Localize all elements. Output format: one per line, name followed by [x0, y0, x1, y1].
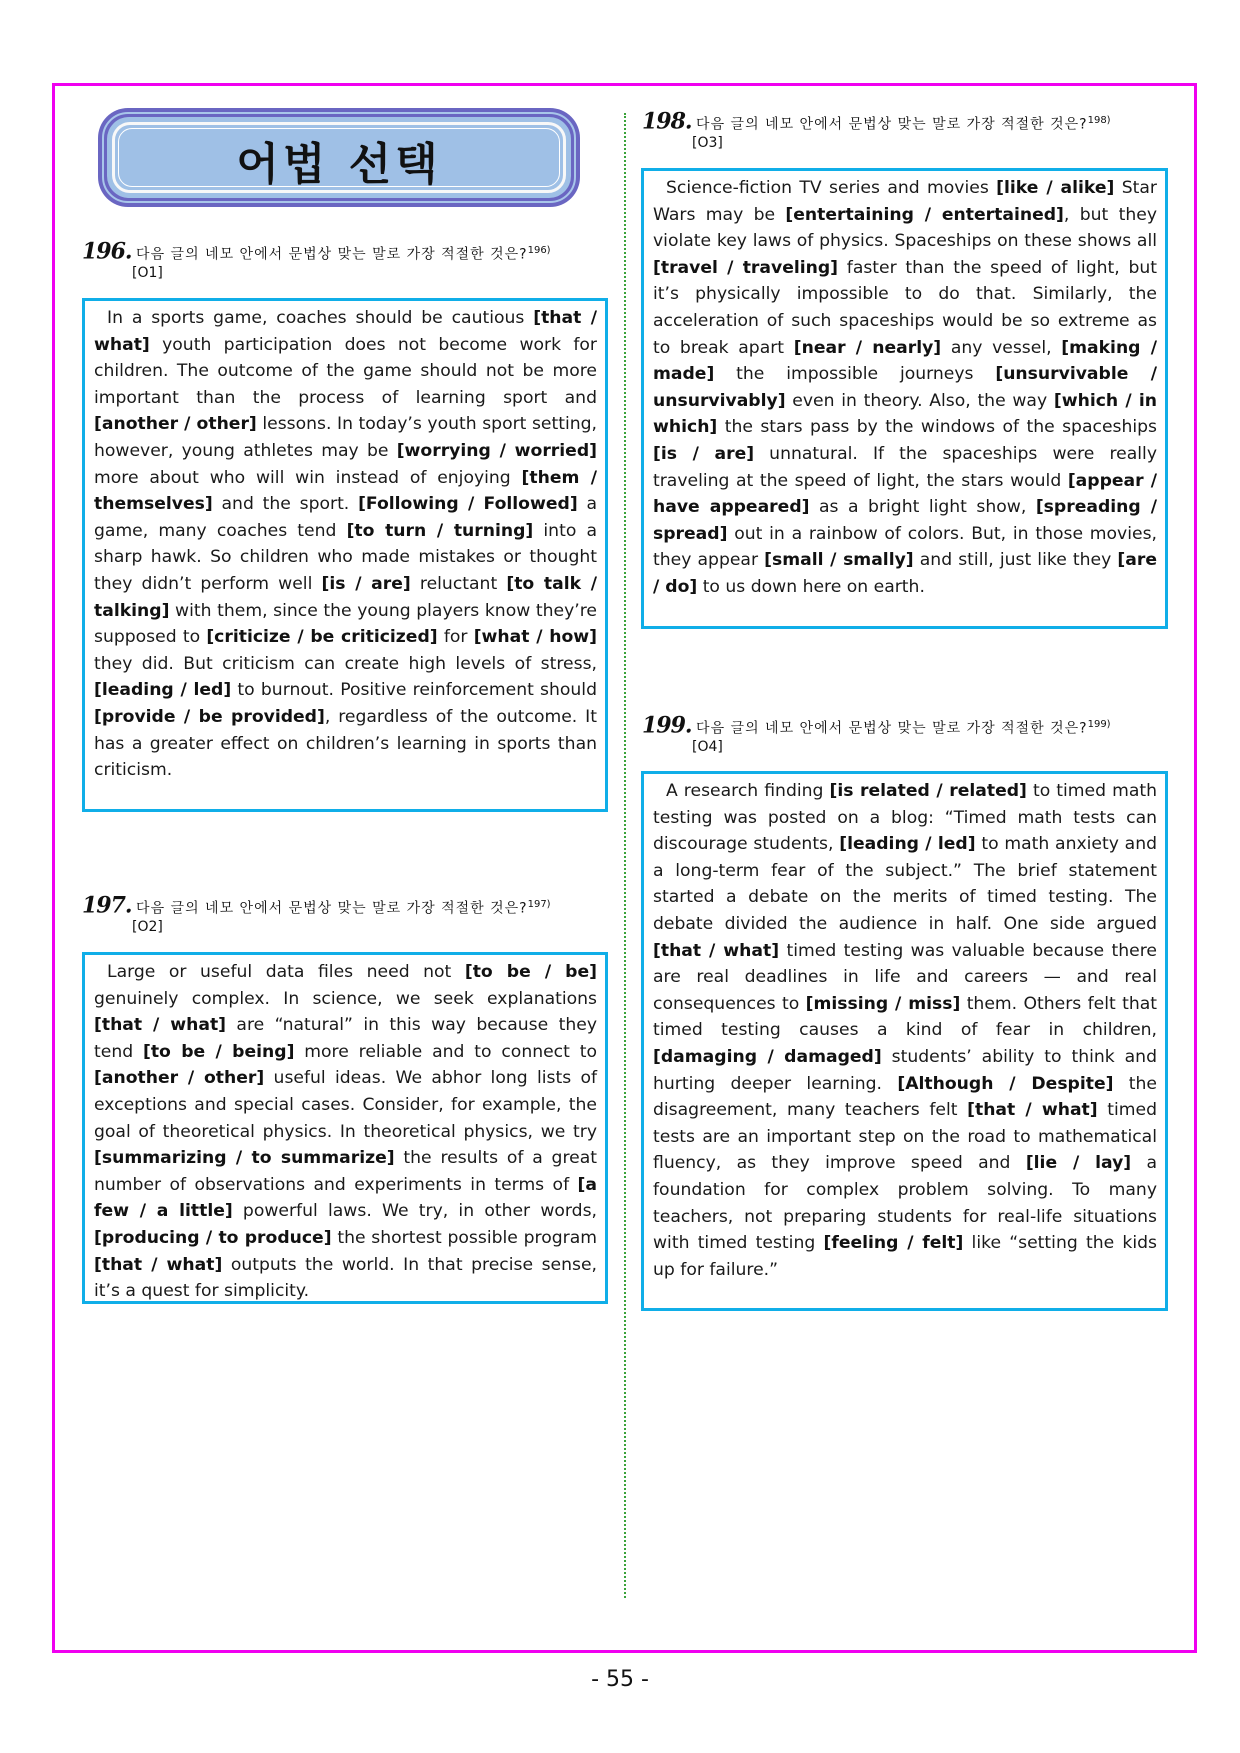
grammar-choice: [which / in which] [653, 390, 1157, 438]
grammar-choice: [another / other] [94, 1068, 265, 1089]
passage-box-199 [641, 771, 1168, 1311]
grammar-choice: [that / what] [653, 940, 780, 961]
grammar-choice: [summarizing / to summarize] [94, 1148, 395, 1169]
grammar-choice: [another / other] [94, 414, 257, 435]
grammar-choice: [making / made] [653, 337, 1157, 385]
footnote-marker: 197) [527, 899, 551, 910]
grammar-choice: [appear / have appeared] [653, 470, 1157, 518]
grammar-choice: [are / do] [653, 550, 1157, 597]
grammar-choice: [to be / being] [142, 1041, 295, 1062]
grammar-choice: [unsurvivable / unsurvivably] [653, 364, 1158, 411]
grammar-choice: [Although / Despite] [897, 1073, 1114, 1094]
question-prompt: 다음 글의 네모 안에서 문법상 맞는 말로 가장 적절한 것은? [696, 116, 1088, 133]
grammar-choice: [what / how] [473, 627, 598, 648]
question-number: 196. [82, 238, 132, 265]
question-prompt: 다음 글의 네모 안에서 문법상 맞는 말로 가장 적절한 것은? [136, 900, 528, 917]
question-heading-198 [642, 108, 1111, 152]
grammar-choice: [is related / related] [829, 781, 1027, 801]
question-heading-196 [82, 238, 551, 282]
footnote-marker: 198) [1087, 115, 1111, 126]
passage-text: Science-fiction TV series and movies [like / alike] Star Wars may be [entertaining / entertained], but they violate key laws of physics. Spaceships on these shows all [travel / traveling] faster than the speed of light, but it’s physically impossible to do that. Similarly, the acceleration of such spaceships would be so extreme as to break apart [near / nearly] any vessel, [making / made] the impossible journeys [unsurvivable / unsurvivably] even in theory. Also, the way [which / in which] the stars pass by the windows of the spaceships [is / are] unnatural. If the spaceships were really traveling at the speed of light, the stars would [appear / have appeared] as a bright light show, [spreading / spread] out in a rainbow of colors. But, in those movies, they appear [small / smally] and still, just like they [are / do] to us down here on earth. [653, 178, 1158, 597]
grammar-choice: [travel / traveling] [653, 257, 839, 278]
footnote-marker: 199) [1087, 719, 1111, 730]
grammar-choice: [that / what] [967, 1100, 1098, 1121]
grammar-choice: [entertaining / entertained] [785, 204, 1064, 225]
question-prompt: 다음 글의 네모 안에서 문법상 맞는 말로 가장 적절한 것은? [696, 720, 1088, 737]
passage-text: In a sports game, coaches should be cautious [that / what] youth participation does not become work for children. The outcome of the game should not be more important than the process of learning sport and [another / other] lessons. In today’s youth sport setting, however, young athletes may be [worrying / worried] more about who will win instead of enjoying [them / themselves] and the sport. [Following / Followed] a game, many coaches tend [to turn / turning] into a sharp hawk. So children who made mistakes or thought they didn’t perform well [is / are] reluctant [to talk / talking] with them, since the young players know they’re supposed to [criticize / be criticized] for [what / how] they did. But criticism can create high levels of stress, [leading / led] to burnout. Positive reinforcement should [provide / be provided], regardless of the outcome. It has a greater effect on children’s learning in sports than criticism. [94, 308, 598, 781]
footnote-marker: 196) [527, 245, 551, 256]
grammar-choice: [to be / be] [464, 962, 597, 982]
question-heading-199 [642, 712, 1111, 756]
grammar-choice: [damaging / damaged] [653, 1046, 882, 1067]
question-code: [O3] [692, 134, 723, 151]
question-number: 199. [642, 712, 692, 739]
grammar-choice: [that / what] [94, 1015, 227, 1036]
grammar-choice: [near / nearly] [793, 337, 942, 358]
section-banner [98, 108, 580, 207]
passage-text: A research finding [is related / related] to timed math testing was posted on a blog: “Timed math tests can discourage students, [leading / led] to math anxiety and a long-term fear of the subject.” The brief statement started a debate on the merits of timed testing. The debate divided the audience in half. One side argued [that / what] timed testing was valuable because there are real deadlines in life and careers — and real consequences to [missing / miss] them. Others felt that timed testing causes a kind of fear in children, [damaging / damaged] students’ ability to think and hurting deeper learning. [Although / Despite] the disagreement, many teachers felt [that / what] timed tests are an important step on the road to mathematical fluency, as they improve speed and [lie / lay] a foundation for complex problem solving. To many teachers, not preparing students for real-life situations with timed testing [feeling / felt] like “setting the kids up for failure.” [653, 781, 1157, 1280]
question-code: [O1] [132, 264, 163, 281]
grammar-choice: [is / are] [653, 443, 755, 464]
section-title: 어법 선택 [236, 139, 442, 190]
grammar-choice: [that / what] [94, 308, 597, 355]
grammar-choice: [them / themselves] [94, 467, 597, 515]
question-code: [O2] [132, 918, 163, 935]
grammar-choice: [spreading / spread] [653, 497, 1157, 544]
grammar-choice: [Following / Followed] [358, 494, 578, 515]
grammar-choice: [feeling / felt] [823, 1233, 964, 1254]
grammar-choice: [a few / a little] [94, 1174, 597, 1222]
grammar-choice: [to talk / talking] [94, 573, 597, 621]
page-number: - 55 - [591, 1667, 649, 1692]
grammar-choice: [to turn / turning] [346, 520, 534, 541]
grammar-choice: [leading / led] [94, 680, 232, 701]
grammar-choice: [missing / miss] [805, 993, 961, 1014]
question-number: 198. [642, 108, 692, 135]
grammar-choice: [criticize / be criticized] [206, 627, 438, 648]
grammar-choice: [leading / led] [839, 834, 976, 855]
grammar-choice: [lie / lay] [1025, 1153, 1132, 1174]
passage-box-196 [82, 298, 608, 812]
passage-text: Large or useful data files need not [to be / be] genuinely complex. In science, we seek explanations [that / what] are “natural” in this way because they tend [to be / being] more reliable and to connect to [another / other] useful ideas. We abhor long lists of exceptions and special cases. Consider, for example, the goal of theoretical physics. In theoretical physics, we try [summarizing / to summarize] the results of a great number of observations and experiments in terms of [a few / a little] powerful laws. We try, in other words, [producing / to produce] the shortest possible program [that / what] outputs the world. In that precise sense, it’s a quest for simplicity. [94, 962, 598, 1302]
grammar-choice: [is / are] [321, 573, 411, 594]
passage-box-198 [641, 168, 1168, 629]
grammar-choice: [provide / be provided] [94, 706, 325, 727]
question-prompt: 다음 글의 네모 안에서 문법상 맞는 말로 가장 적절한 것은? [136, 246, 528, 263]
grammar-choice: [like / alike] [996, 178, 1115, 198]
grammar-choice: [that / what] [94, 1254, 223, 1275]
grammar-choice: [small / smally] [764, 550, 914, 571]
column-divider [624, 113, 626, 1598]
question-code: [O4] [692, 738, 723, 755]
grammar-choice: [worrying / worried] [396, 440, 597, 461]
passage-box-197 [82, 952, 608, 1304]
question-number: 197. [82, 892, 132, 919]
question-heading-197 [82, 892, 551, 936]
grammar-choice: [producing / to produce] [94, 1227, 332, 1248]
